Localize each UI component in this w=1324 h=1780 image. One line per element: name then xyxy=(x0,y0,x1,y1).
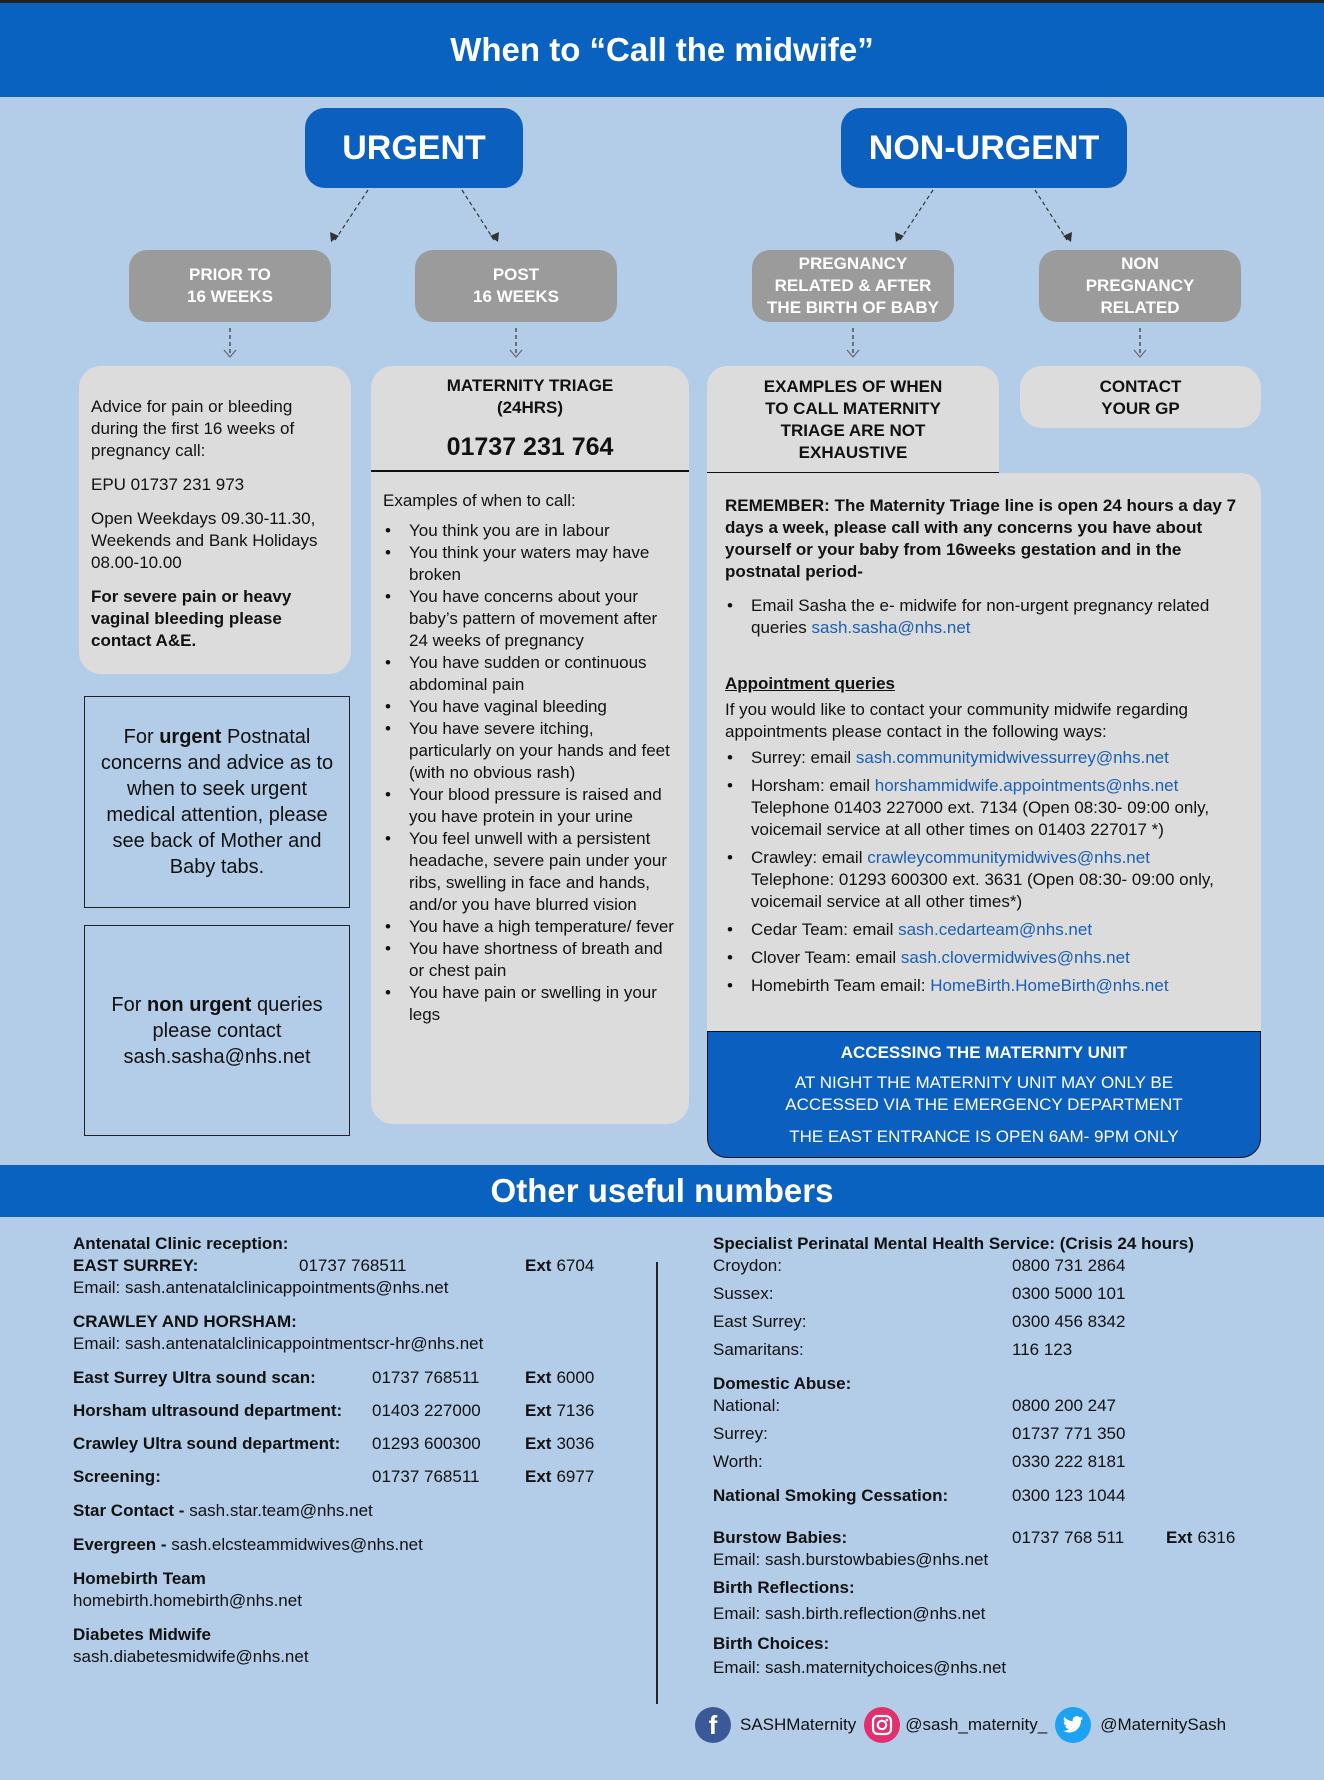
row-phone: 01403 227000 xyxy=(372,1401,481,1420)
row-label: Burstow Babies: xyxy=(713,1528,848,1547)
evergreen-row xyxy=(73,1534,643,1556)
non-urgent-heading: NON-URGENT xyxy=(841,108,1127,188)
text-part: Postnatal concerns and advice as to when to seek urgent medical attention, please see back of Mother and Baby tabs. xyxy=(100,726,334,878)
ext-label: Ext xyxy=(525,1368,552,1387)
row-email: sash.elcsteammidwives@nhs.net xyxy=(171,1535,423,1554)
list-item: • You think your waters may have broken xyxy=(383,542,679,586)
row-phone: 0300 456 8342 xyxy=(1012,1312,1126,1331)
table-row xyxy=(713,1311,1273,1333)
post-16-weeks-pill xyxy=(415,250,617,322)
facebook-icon[interactable]: f xyxy=(695,1707,731,1743)
crawley-horsham-email: Email: sash.antenatalclinicappointmentscr-hr@nhs.net xyxy=(73,1334,484,1353)
severe-advice: For severe pain or heavy vaginal bleeding please contact A&E. xyxy=(91,587,292,650)
postnatal-urgent-box xyxy=(84,696,350,908)
row-label: Star Contact - xyxy=(73,1501,190,1520)
pill-line: PRIOR TO xyxy=(189,265,271,284)
list-item xyxy=(725,775,1243,841)
instagram-icon[interactable] xyxy=(864,1707,900,1743)
list-item: • Your blood pressure is raised and you have protein in your urine xyxy=(383,784,679,828)
star-contact-row xyxy=(73,1500,643,1522)
pill-line: RELATED xyxy=(1100,298,1180,317)
triage-title-line: (24HRS) xyxy=(496,398,564,417)
pill-line: PREGNANCY xyxy=(1085,276,1195,295)
pill-line: POST xyxy=(492,265,540,284)
horsham-telephone: Telephone 01403 227000 ext. 7134 (Open 08:30- 09:00 only, voicemail service at all other times on 01403 227017 *) xyxy=(751,798,1210,839)
epu-hours: Open Weekdays 09.30-11.30, Weekends and Bank Holidays 08.00-10.00 xyxy=(91,509,318,572)
non-urgent-queries-box xyxy=(84,925,350,1136)
non-urgent-text xyxy=(99,992,335,1070)
list-item: • You think you are in labour xyxy=(383,520,679,542)
facebook-handle[interactable]: SASHMaternity xyxy=(740,1715,857,1734)
row-label: Sussex: xyxy=(713,1284,774,1303)
appointment-queries-heading: Appointment queries xyxy=(725,674,896,693)
row-ext: 7136 xyxy=(556,1401,595,1420)
crawley-telephone: Telephone: 01293 600300 ext. 3631 (Open 08:30- 09:00 only, voicemail service at all other times*) xyxy=(751,870,1214,911)
row-label: East Surrey Ultra sound scan: xyxy=(73,1368,316,1387)
row-label: Samaritans: xyxy=(713,1340,804,1359)
row-ext: 6704 xyxy=(556,1256,595,1275)
row-label: National Smoking Cessation: xyxy=(713,1486,949,1505)
row-ext: 6000 xyxy=(556,1368,595,1387)
epu-phone: EPU 01737 231 973 xyxy=(91,475,245,494)
crawley-email-link[interactable]: crawleycommunitymidwives@nhs.net xyxy=(867,848,1150,867)
pill-line: 16 WEEKS xyxy=(187,287,273,306)
list-item: • You have shortness of breath and or chest pain xyxy=(383,938,679,982)
column-divider xyxy=(656,1262,658,1704)
list-item: • You have a high temperature/ fever xyxy=(383,916,679,938)
row-ext: 6977 xyxy=(556,1467,595,1486)
burstow-row xyxy=(713,1527,1273,1549)
twitter-glyph xyxy=(1062,1715,1084,1735)
homebirth-email: homebirth.homebirth@nhs.net xyxy=(73,1591,302,1610)
triage-title xyxy=(371,366,689,419)
clover-email-link[interactable]: sash.clovermidwives@nhs.net xyxy=(900,948,1130,967)
table-row xyxy=(713,1423,1273,1445)
table-row xyxy=(73,1466,643,1488)
tab-line: TRIAGE ARE NOT xyxy=(780,421,926,440)
list-item: • You feel unwell with a persistent headache, severe pain under your ribs, swelling in face and hands, and/or you have blurred vision xyxy=(383,828,679,916)
pill-line: THE BIRTH OF BABY xyxy=(767,298,939,317)
row-label: Croydon: xyxy=(713,1256,782,1275)
row-phone: 01737 768511 xyxy=(299,1256,407,1275)
row-phone: 0300 5000 101 xyxy=(1012,1284,1126,1303)
row-label: Horsham ultrasound department: xyxy=(73,1401,343,1420)
triage-list xyxy=(383,520,679,1026)
access-title: ACCESSING THE MATERNITY UNIT xyxy=(840,1043,1128,1062)
burstow-email: Email: sash.burstowbabies@nhs.net xyxy=(713,1550,989,1569)
list-item: • You have pain or swelling in your legs xyxy=(383,982,679,1026)
homebirth-label: Homebirth Team xyxy=(73,1569,206,1588)
row-label: Worth: xyxy=(713,1452,763,1471)
horsham-email-link[interactable]: horshammidwife.appointments@nhs.net xyxy=(874,776,1179,795)
postnatal-text xyxy=(99,724,335,880)
triage-phone: 01737 231 764 xyxy=(446,433,614,461)
list-item: • You have severe itching, particularly on your hands and feet (with no obvious rash) xyxy=(383,718,679,784)
crawley-horsham-heading: CRAWLEY AND HORSHAM: xyxy=(73,1312,297,1331)
list-item: • You have concerns about your baby’s pattern of movement after 24 weeks of pregnancy xyxy=(383,586,679,652)
item-label: Cedar Team: email xyxy=(751,920,899,939)
row-ext: 3036 xyxy=(556,1434,595,1453)
surrey-email-link[interactable]: sash.communitymidwivessurrey@nhs.net xyxy=(855,748,1169,767)
pill-line: 16 WEEKS xyxy=(473,287,559,306)
domestic-abuse-heading: Domestic Abuse: xyxy=(713,1374,852,1393)
contact-gp-card xyxy=(1020,366,1261,428)
pregnancy-related-pill xyxy=(752,250,954,322)
diabetes-label: Diabetes Midwife xyxy=(73,1625,211,1644)
ext-label: Ext xyxy=(525,1401,552,1420)
right-numbers-column xyxy=(713,1233,1273,1679)
perinatal-heading: Specialist Perinatal Mental Health Service: (Crisis 24 hours) xyxy=(713,1234,1194,1253)
row-phone: 0800 200 247 xyxy=(1012,1396,1116,1415)
sasha-text: Email Sasha the e- midwife for non-urgent pregnancy related queries xyxy=(751,596,1210,637)
row-label: EAST SURREY: xyxy=(73,1256,199,1275)
instagram-handle[interactable]: @sash_maternity_ xyxy=(905,1715,1048,1734)
sasha-list xyxy=(725,595,1243,639)
advice-card xyxy=(79,366,351,674)
social-links xyxy=(695,1705,1275,1745)
page-title: When to “Call the midwife” xyxy=(0,3,1324,97)
row-email: sash.star.team@nhs.net xyxy=(189,1501,373,1520)
row-label: Crawley Ultra sound department: xyxy=(73,1434,341,1453)
row-phone: 01737 768511 xyxy=(372,1467,480,1486)
list-item xyxy=(725,847,1243,913)
text-part: For xyxy=(123,726,160,748)
table-row xyxy=(713,1255,1273,1277)
urgent-heading: URGENT xyxy=(305,108,523,188)
row-phone: 0330 222 8181 xyxy=(1012,1452,1126,1471)
access-line: ACCESSED VIA THE EMERGENCY DEPARTMENT xyxy=(785,1095,1183,1114)
access-line: AT NIGHT THE MATERNITY UNIT MAY ONLY BE xyxy=(794,1073,1174,1092)
east-surrey-row xyxy=(73,1255,643,1277)
pill-line: PREGNANCY xyxy=(798,254,908,273)
examples-heading: Examples of when to call: xyxy=(383,491,576,510)
remember-text: REMEMBER: The Maternity Triage line is open 24 hours a day 7 days a week, please call with any concerns you have about yourself or your baby from 16weeks gestation and in the postnatal period- xyxy=(725,496,1237,581)
smoking-row xyxy=(713,1485,1273,1507)
gp-line: CONTACT xyxy=(1099,377,1182,396)
row-label: Evergreen - xyxy=(73,1535,172,1554)
row-phone: 01293 600300 xyxy=(372,1434,481,1453)
tab-line: EXAMPLES OF WHEN xyxy=(763,377,943,396)
row-ext: 6316 xyxy=(1197,1528,1236,1547)
advice-intro: Advice for pain or bleeding during the first 16 weeks of pregnancy call: xyxy=(91,397,295,460)
text-part: queries please contact sash.sasha@nhs.net xyxy=(123,993,323,1068)
list-item xyxy=(725,975,1243,997)
reflections-email: Email: sash.birth.reflection@nhs.net xyxy=(713,1604,986,1623)
twitter-handle[interactable]: @MaternitySash xyxy=(1100,1715,1227,1734)
list-item xyxy=(725,947,1243,969)
pill-line: RELATED & AFTER xyxy=(774,276,932,295)
antenatal-heading: Antenatal Clinic reception: xyxy=(73,1234,289,1253)
item-label: Surrey: email xyxy=(751,748,856,767)
row-label: National: xyxy=(713,1396,781,1415)
table-row xyxy=(73,1367,643,1389)
ext-label: Ext xyxy=(525,1467,552,1486)
remember-card xyxy=(707,473,1261,1033)
access-line: THE EAST ENTRANCE IS OPEN 6AM- 9PM ONLY xyxy=(789,1127,1179,1146)
list-item: • You have vaginal bleeding xyxy=(383,696,679,718)
choices-email: Email: sash.maternitychoices@nhs.net xyxy=(713,1658,1007,1677)
table-row xyxy=(73,1400,643,1422)
tab-line: TO CALL MATERNITY xyxy=(765,399,941,418)
row-phone: 01737 768511 xyxy=(372,1368,480,1387)
left-numbers-column xyxy=(73,1233,643,1668)
row-phone: 0300 123 1044 xyxy=(1012,1486,1126,1505)
twitter-icon[interactable] xyxy=(1055,1707,1091,1743)
list-item xyxy=(725,595,1243,639)
item-label: Crawley: email xyxy=(751,848,868,867)
examples-not-exhaustive-tab xyxy=(707,366,999,474)
choices-label: Birth Choices: xyxy=(713,1634,830,1653)
item-label: Homebirth Team email: xyxy=(751,976,931,995)
flow-arrows xyxy=(0,0,1324,380)
ext-label: Ext xyxy=(525,1256,552,1275)
instagram-glyph xyxy=(871,1714,893,1736)
tab-line: EXHAUSTIVE xyxy=(798,443,908,462)
homebirth-email-link[interactable]: HomeBirth.HomeBirth@nhs.net xyxy=(930,976,1169,995)
table-row xyxy=(713,1395,1273,1417)
east-surrey-email: Email: sash.antenatalclinicappointments@nhs.net xyxy=(73,1278,449,1297)
row-label: Screening: xyxy=(73,1467,161,1486)
list-item xyxy=(725,919,1243,941)
triage-examples xyxy=(371,472,689,1026)
table-row xyxy=(713,1283,1273,1305)
ext-label: Ext xyxy=(525,1434,552,1453)
row-phone: 116 123 xyxy=(1012,1340,1073,1359)
list-item: • You have sudden or continuous abdominal pain xyxy=(383,652,679,696)
triage-title-line: MATERNITY TRIAGE xyxy=(446,376,614,395)
text-bold: non urgent xyxy=(146,993,252,1016)
item-label: Horsham: email xyxy=(751,776,875,795)
table-row xyxy=(73,1433,643,1455)
row-phone: 0800 731 2864 xyxy=(1012,1256,1126,1275)
gp-line: YOUR GP xyxy=(1101,399,1180,418)
other-useful-numbers-title: Other useful numbers xyxy=(0,1165,1324,1217)
cedar-email-link[interactable]: sash.cedarteam@nhs.net xyxy=(898,920,1093,939)
ext-label: Ext xyxy=(1166,1528,1193,1547)
appointment-intro: If you would like to contact your community midwife regarding appointments please contact in the following ways: xyxy=(725,700,1188,741)
text-bold: urgent xyxy=(159,726,222,748)
diabetes-email: sash.diabetesmidwife@nhs.net xyxy=(73,1647,309,1666)
table-row xyxy=(713,1451,1273,1473)
pill-line: NON xyxy=(1121,254,1159,273)
appointment-list xyxy=(725,747,1243,997)
row-label: Surrey: xyxy=(713,1424,768,1443)
sasha-email-link[interactable]: sash.sasha@nhs.net xyxy=(811,618,971,637)
table-row xyxy=(713,1339,1273,1361)
row-label: East Surrey: xyxy=(713,1312,807,1331)
item-label: Clover Team: email xyxy=(751,948,901,967)
maternity-triage-card xyxy=(371,366,689,1124)
reflections-label: Birth Reflections: xyxy=(713,1578,855,1597)
accessing-maternity-unit-box xyxy=(707,1031,1261,1158)
non-pregnancy-related-pill xyxy=(1039,250,1241,322)
row-phone: 01737 768 511 xyxy=(1012,1528,1125,1547)
row-phone: 01737 771 350 xyxy=(1012,1424,1126,1443)
prior-16-weeks-pill xyxy=(129,250,331,322)
list-item xyxy=(725,747,1243,769)
text-part: For xyxy=(111,993,147,1016)
